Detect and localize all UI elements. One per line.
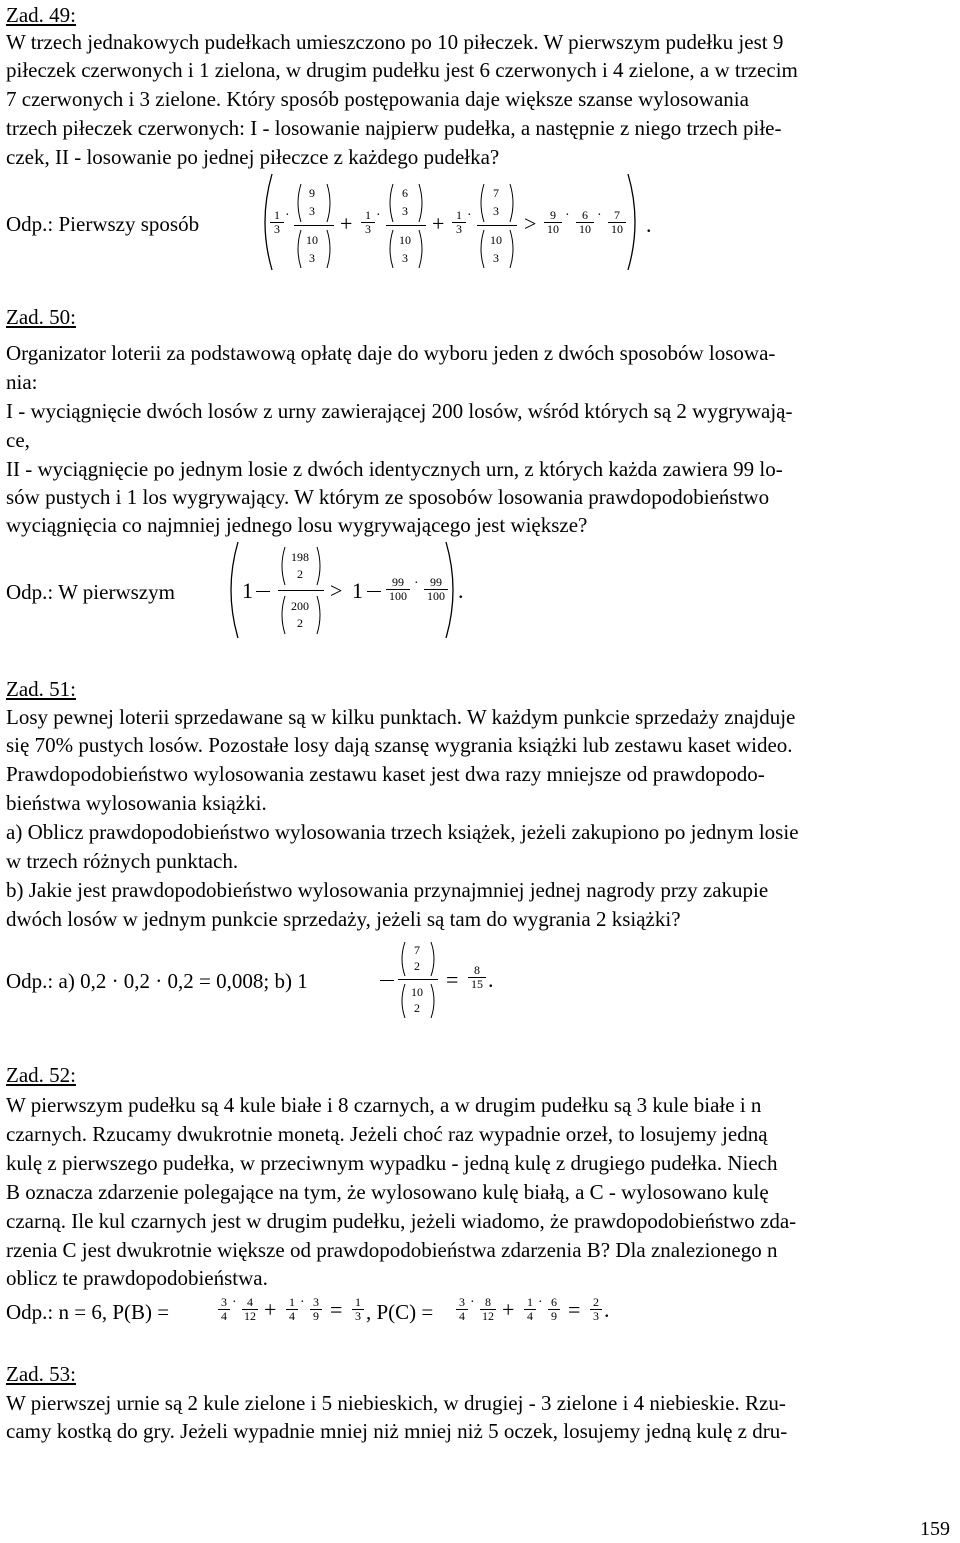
one: 1 — [242, 578, 253, 603]
task-53-line: camy kostką do gry. Jeżeli wypadnie mniej niż mniej niż 5 oczek, losujemy jedną kulę z dru- — [6, 1419, 788, 1443]
plus-sign: + — [502, 1297, 515, 1322]
fraction-one-third: $\frac{1}{3}$ — [452, 209, 466, 236]
dot-operator: · — [467, 208, 472, 223]
task-51-line: się 70% pustych losów. Pozostałe losy dają szansę wygrania książki lub zestawu kaset wideo. — [6, 733, 793, 757]
greater-than-sign: > — [330, 578, 343, 603]
task-52-line: czarnych. Rzucamy dwukrotnie monetą. Jeżeli choć raz wypadnie orzeł, to losujemy jedną — [6, 1122, 768, 1146]
fraction-99-100: $\frac{99}{100}$ — [424, 576, 448, 603]
task-49-line: W trzech jednakowych pudełkach umieszczono po 10 piłeczek. W pierwszym pudełku jest 9 — [6, 30, 784, 54]
task-51-line: dwóch losów w jednym punkcie sprzedaży, jeżeli są tam do wygrania 2 książki? — [6, 907, 681, 931]
task-53-line: W pierwszej urnie są 2 kule zielone i 5 niebieskich, w drugiej - 3 zielone i 4 niebieskie. Rzu- — [6, 1391, 786, 1415]
task-49-line: 7 czerwonych i 3 zielone. Który sposób postępowania daje większe szanse wylosowania — [6, 87, 749, 111]
task-53-title: Zad. 53: — [6, 1362, 76, 1386]
task-49-line: czek, II - losowanie po jednej piłeczce z każdego pudełka? — [6, 145, 500, 169]
task-50-title: Zad. 50: — [6, 305, 76, 329]
task-50-line: Organizator loterii za podstawową opłatę daje do wyboru jeden z dwóch sposobów losowa- — [6, 341, 776, 365]
task-51-answer: Odp.: a) 0,2 · 0,2 · 0,2 = 0,008; b) 1 — [6, 969, 308, 993]
task-52-line: czarną. Ile kul czarnych jest w drugim pudełku, jeżeli wiadomo, że prawdopodobieństwo zda- — [6, 1209, 797, 1233]
plus-sign: + — [340, 211, 353, 236]
page-number: 159 — [920, 1518, 950, 1540]
dot-operator: · — [414, 576, 419, 591]
task-50-line: wyciągnięcia co najmniej jednego losu wygrywającego jest większe? — [6, 513, 588, 537]
equals-sign: = — [330, 1297, 343, 1322]
minus-sign — [380, 980, 394, 981]
minus-sign — [367, 591, 381, 592]
task-51-line: Losy pewnej loterii sprzedawane są w kilku punktach. W każdym punkcie sprzedaży znajduje — [6, 705, 796, 729]
task-50-line: nia: — [6, 370, 38, 394]
task-50-line: ce, — [6, 428, 30, 452]
task-52-line: rzenia C jest dwukrotnie większe od prawdopodobieństwa zdarzenia B? Dla znalezionego n — [6, 1238, 778, 1262]
period: . — [458, 578, 464, 603]
task-50-line: I - wyciągnięcie dwóch losów z urny zawierającej 200 losów, wśród których są 2 wygrywają- — [6, 399, 793, 423]
plus-sign: + — [432, 211, 445, 236]
plus-sign: + — [264, 1297, 277, 1322]
equals-sign: = — [568, 1297, 581, 1322]
task-49-line: trzech piłeczek czerwonych: I - losowanie najpierw pudełka, a następnie z niego trzech piłe- — [6, 116, 782, 140]
task-52-line: W pierwszym pudełku są 4 kule białe i 8 czarnych, a w drugim pudełku są 3 kule białe i n — [6, 1093, 762, 1117]
fraction-8-15: $\frac{8}{15}$ — [468, 964, 486, 991]
task-52-line: oblicz te prawdopodobieństwa. — [6, 1266, 268, 1290]
task-50-answer: Odp.: W pierwszym — [6, 580, 175, 604]
answer-pc-label: , P(C) = — [366, 1300, 434, 1324]
task-50-line: sów pustych i 1 los wygrywający. W którym ze sposobów losowania prawdopodobieństwo — [6, 485, 770, 509]
fraction-99-100: $\frac{99}{100}$ — [386, 576, 410, 603]
dot-operator: · — [597, 208, 602, 223]
dot-operator: · — [565, 208, 570, 223]
task-49-title: Zad. 49: — [6, 3, 76, 27]
task-49-line: piłeczek czerwonych i 1 zielona, w drugim pudełku jest 6 czerwonych i 4 zielone, a w trzecim — [6, 58, 798, 82]
big-paren-right — [624, 172, 644, 272]
fraction-6-10: $\frac{6}{10}$ — [576, 209, 594, 236]
task-50-line: II - wyciągnięcie po jednym losie z dwóch identycznych urn, z których każda zawiera 99 lo- — [6, 457, 783, 481]
fraction-7-10: $\frac{7}{10}$ — [608, 209, 626, 236]
minus-sign — [256, 591, 270, 592]
fraction-9-10: $\frac{9}{10}$ — [544, 209, 562, 236]
task-52-line: kulę z pierwszego pudełka, w przeciwnym wypadku - jedną kulę z drugiego pudełka. Niech — [6, 1151, 778, 1175]
task-52-line: B oznacza zdarzenie polegające na tym, że wylosowano kulę białą, a C - wylosowano kulę — [6, 1180, 769, 1204]
task-51-line: Prawdopodobieństwo wylosowania zestawu kaset jest dwa razy mniejsze od prawdopodo- — [6, 762, 765, 786]
task-49-answer: Odp.: Pierwszy sposób — [6, 212, 200, 236]
dot-operator: · — [285, 208, 290, 223]
task-51-line: a) Oblicz prawdopodobieństwo wylosowania trzech książek, jeżeli zakupiono po jednym losie — [6, 820, 799, 844]
task-51-line: b) Jakie jest prawdopodobieństwo wylosowania przynajmniej jednej nagrody przy zakupie — [6, 878, 769, 902]
task-51-title: Zad. 51: — [6, 677, 76, 701]
task-52-title: Zad. 52: — [6, 1063, 76, 1087]
fraction-one-third: $\frac{1}{3}$ — [270, 209, 284, 236]
task-51-line: bieństwa wylosowania książki. — [6, 791, 267, 815]
task-52-answer: Odp.: n = 6, P(B) = — [6, 1300, 170, 1324]
period: . — [488, 967, 494, 992]
one: 1 — [352, 578, 363, 603]
period: . — [646, 212, 652, 237]
dot-operator: · — [376, 208, 381, 223]
greater-than-sign: > — [524, 211, 537, 236]
equals-sign: = — [446, 967, 459, 992]
period: . — [604, 1297, 610, 1322]
fraction-one-third: $\frac{1}{3}$ — [361, 209, 375, 236]
task-51-line: w trzech różnych punktach. — [6, 849, 239, 873]
